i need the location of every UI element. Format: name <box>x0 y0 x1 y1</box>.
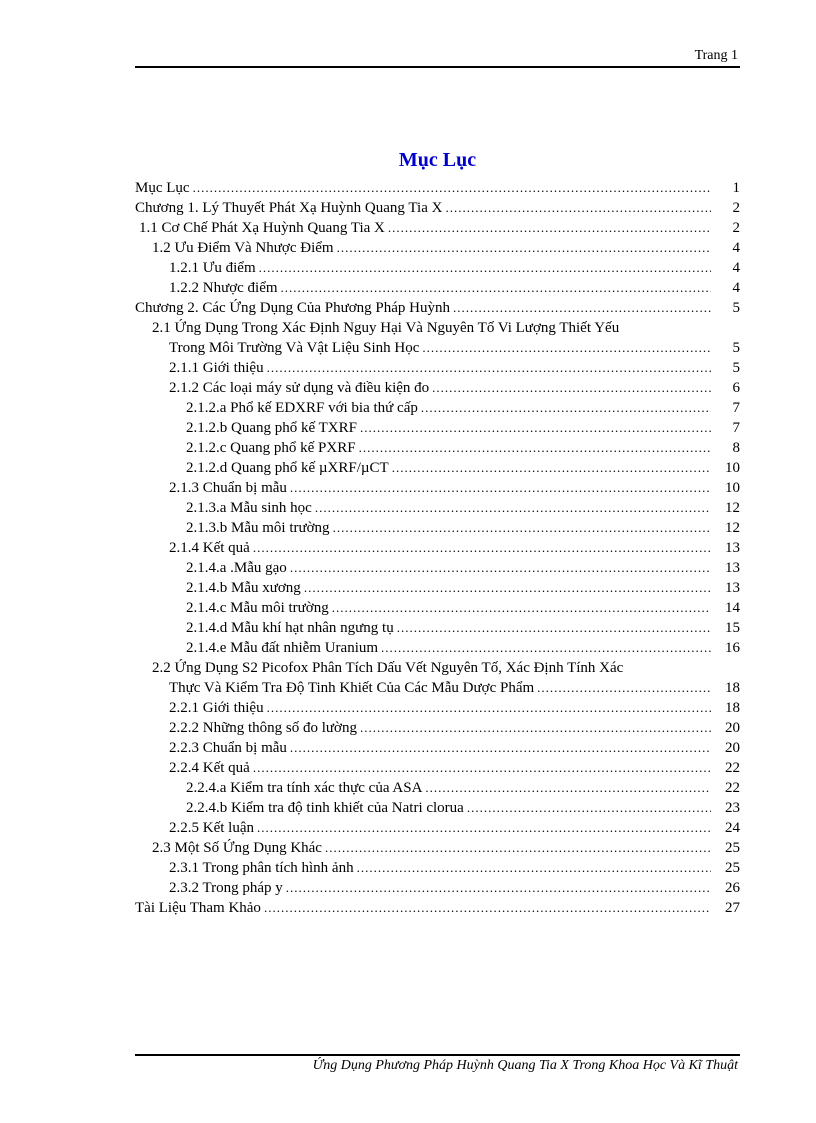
toc-entry-page: 13 <box>725 580 740 596</box>
toc-entry-page: 2 <box>732 220 740 236</box>
leader-dots <box>325 838 711 858</box>
toc-entry-label: 2.1 Ứng Dụng Trong Xác Định Nguy Hại Và Nguyên Tố Vi Lượng Thiết Yếu <box>152 320 620 336</box>
toc-entry-page: 4 <box>732 260 740 276</box>
leader-dots <box>360 418 711 438</box>
toc-entry[interactable] <box>135 698 740 718</box>
toc-entry-label: 2.1.1 Giới thiệu <box>169 360 264 376</box>
toc-entry-page: 18 <box>725 680 740 696</box>
leader-dots <box>193 178 711 198</box>
leader-dots <box>421 398 711 418</box>
toc-entry-label: 1.1 Cơ Chế Phát Xạ Huỳnh Quang Tia X <box>139 220 385 236</box>
leader-dots <box>432 378 711 398</box>
toc-entry[interactable] <box>135 558 740 578</box>
toc-entry[interactable] <box>135 518 740 538</box>
toc-entry[interactable] <box>135 438 740 458</box>
toc-entry-page: 16 <box>725 640 740 656</box>
leader-dots <box>360 718 711 738</box>
toc-entry-label: 2.1.4.a .Mẫu gạo <box>186 560 287 576</box>
toc-entry[interactable] <box>135 638 740 658</box>
toc-entry[interactable] <box>135 258 740 278</box>
toc-entry[interactable] <box>135 458 740 478</box>
leader-dots <box>264 898 711 918</box>
leader-dots <box>253 758 711 778</box>
table-of-contents <box>135 178 740 918</box>
toc-entry-label: 2.1.2.a Phổ kế EDXRF với bia thứ cấp <box>186 400 418 416</box>
leader-dots <box>290 558 711 578</box>
leader-dots <box>286 878 711 898</box>
toc-entry-label: 1.2 Ưu Điểm Và Nhược Điểm <box>152 240 334 256</box>
toc-entry[interactable] <box>135 618 740 638</box>
leader-dots <box>253 538 711 558</box>
leader-dots <box>290 478 711 498</box>
toc-entry-label: 2.1.2.d Quang phổ kế µXRF/µCT <box>186 460 389 476</box>
leader-dots <box>333 518 711 538</box>
toc-entry-label: Tài Liệu Tham Khảo <box>135 900 261 916</box>
toc-entry-page: 24 <box>725 820 740 836</box>
toc-entry[interactable] <box>135 578 740 598</box>
toc-entry-label: 2.2.2 Những thông số đo lường <box>169 720 357 736</box>
toc-entry-page: 13 <box>725 540 740 556</box>
toc-entry-page: 20 <box>725 720 740 736</box>
toc-entry-label: 2.2 Ứng Dụng S2 Picofox Phân Tích Dấu Vết Nguyên Tố, Xác Định Tính Xác <box>152 660 624 676</box>
leader-dots <box>397 618 711 638</box>
toc-entry-page: 23 <box>725 800 740 816</box>
toc-entry-page: 1 <box>732 180 740 196</box>
toc-entry[interactable] <box>135 878 740 898</box>
toc-entry-page: 22 <box>725 780 740 796</box>
toc-entry-label: Chương 1. Lý Thuyết Phát Xạ Huỳnh Quang Tia X <box>135 200 443 216</box>
toc-entry-label: 2.1.4.d Mẫu khí hạt nhân ngưng tụ <box>186 620 394 636</box>
toc-entry[interactable] <box>135 398 740 418</box>
toc-entry-page: 5 <box>732 340 740 356</box>
toc-entry-label: 2.1.4 Kết quả <box>169 540 250 556</box>
toc-entry-label: 2.1.3.b Mẫu môi trường <box>186 520 330 536</box>
toc-entry[interactable] <box>135 718 740 738</box>
toc-entry[interactable] <box>135 478 740 498</box>
leader-dots <box>453 298 711 318</box>
toc-entry-label: 2.2.1 Giới thiệu <box>169 700 264 716</box>
toc-entry-label: 1.2.1 Ưu điểm <box>169 260 256 276</box>
toc-entry[interactable] <box>135 178 740 198</box>
toc-entry[interactable] <box>135 658 740 698</box>
toc-entry[interactable] <box>135 538 740 558</box>
toc-entry[interactable] <box>135 498 740 518</box>
toc-entry-label: 2.1.4.c Mẫu môi trường <box>186 600 329 616</box>
page-number-header: Trang 1 <box>694 48 738 63</box>
leader-dots <box>332 598 711 618</box>
toc-entry-page: 2 <box>732 200 740 216</box>
toc-entry-label: Mục Lục <box>135 180 190 196</box>
footer-rule <box>135 1054 740 1056</box>
toc-entry-label: 2.1.4.e Mẫu đất nhiễm Uranium <box>186 640 379 656</box>
leader-dots <box>537 678 711 698</box>
toc-entry[interactable] <box>135 198 740 218</box>
toc-entry-page: 7 <box>732 400 740 416</box>
toc-entry[interactable] <box>135 278 740 298</box>
toc-entry-label: 2.3.1 Trong phân tích hình ảnh <box>169 860 354 876</box>
toc-entry-label: 1.2.2 Nhược điểm <box>169 280 278 296</box>
leader-dots <box>267 358 711 378</box>
leader-dots <box>315 498 711 518</box>
toc-entry-page: 13 <box>725 560 740 576</box>
toc-entry[interactable] <box>135 378 740 398</box>
leader-dots <box>257 818 711 838</box>
toc-entry[interactable] <box>135 898 740 918</box>
toc-entry-label-continued: Trong Môi Trường Và Vật Liệu Sinh Học <box>169 340 420 356</box>
toc-entry[interactable] <box>135 298 740 318</box>
leader-dots <box>388 218 711 238</box>
toc-entry[interactable] <box>135 838 740 858</box>
toc-entry[interactable] <box>135 738 740 758</box>
toc-entry-page: 22 <box>725 760 740 776</box>
leader-dots <box>425 778 711 798</box>
page-title: Mục Lục <box>398 149 477 171</box>
toc-entry-label: 2.3 Một Số Ứng Dụng Khác <box>152 840 322 856</box>
toc-entry[interactable] <box>135 218 740 238</box>
toc-entry-label: 2.2.4.b Kiểm tra độ tinh khiết của Natri clorua <box>186 800 464 816</box>
toc-entry-page: 25 <box>725 840 740 856</box>
toc-entry[interactable] <box>135 758 740 778</box>
toc-entry-label: 2.2.4.a Kiểm tra tính xác thực của ASA <box>186 780 423 796</box>
leader-dots <box>467 798 711 818</box>
toc-entry-page: 5 <box>732 300 740 316</box>
header-rule <box>135 66 740 68</box>
leader-dots <box>267 698 711 718</box>
toc-entry-label: 2.3.2 Trong pháp y <box>169 880 283 896</box>
toc-entry-label: 2.2.3 Chuẩn bị mẫu <box>169 740 287 756</box>
toc-entry-label: 2.1.2 Các loại máy sử dụng và điều kiện đo <box>169 380 430 396</box>
toc-entry[interactable] <box>135 858 740 878</box>
toc-entry[interactable] <box>135 798 740 818</box>
toc-entry-page: 12 <box>725 520 740 536</box>
toc-entry-page: 25 <box>725 860 740 876</box>
toc-entry-page: 10 <box>725 460 740 476</box>
toc-entry-page: 18 <box>725 700 740 716</box>
toc-entry-page: 12 <box>725 500 740 516</box>
leader-dots <box>304 578 711 598</box>
toc-entry[interactable] <box>135 318 740 358</box>
toc-entry-label: Chương 2. Các Ứng Dụng Của Phương Pháp Huỳnh <box>135 300 451 316</box>
leader-dots <box>445 198 711 218</box>
toc-entry-label: 2.1.3 Chuẩn bị mẫu <box>169 480 287 496</box>
leader-dots <box>359 438 711 458</box>
toc-entry-page: 27 <box>725 900 740 916</box>
leader-dots <box>357 858 711 878</box>
footer-title: Ứng Dụng Phương Pháp Huỳnh Quang Tia X Trong Khoa Học Và Kĩ Thuật <box>312 1058 738 1073</box>
toc-entry[interactable] <box>135 238 740 258</box>
toc-entry-label: 2.1.3.a Mẫu sinh học <box>186 500 312 516</box>
toc-entry-page: 4 <box>732 280 740 296</box>
toc-entry[interactable] <box>135 598 740 618</box>
toc-entry[interactable] <box>135 358 740 378</box>
toc-entry[interactable] <box>135 778 740 798</box>
toc-entry-page: 14 <box>725 600 740 616</box>
toc-entry[interactable] <box>135 818 740 838</box>
toc-entry[interactable] <box>135 418 740 438</box>
leader-dots <box>422 338 711 358</box>
toc-entry-label-continued: Thực Và Kiểm Tra Độ Tinh Khiết Của Các Mẫu Dược Phẩm <box>169 680 535 696</box>
toc-entry-page: 6 <box>732 380 740 396</box>
leader-dots <box>392 458 711 478</box>
toc-entry-page: 15 <box>725 620 740 636</box>
toc-entry-page: 10 <box>725 480 740 496</box>
toc-entry-label: 2.1.4.b Mẫu xương <box>186 580 301 596</box>
toc-entry-label: 2.1.2.b Quang phổ kế TXRF <box>186 420 357 436</box>
leader-dots <box>290 738 711 758</box>
toc-entry-page: 8 <box>732 440 740 456</box>
toc-entry-label: 2.2.5 Kết luận <box>169 820 254 836</box>
toc-entry-label: 2.2.4 Kết quả <box>169 760 250 776</box>
toc-entry-page: 4 <box>732 240 740 256</box>
leader-dots <box>337 238 711 258</box>
leader-dots <box>259 258 711 278</box>
toc-entry-page: 26 <box>725 880 740 896</box>
leader-dots <box>381 638 711 658</box>
toc-entry-page: 20 <box>725 740 740 756</box>
toc-entry-page: 7 <box>732 420 740 436</box>
leader-dots <box>281 278 711 298</box>
toc-entry-label: 2.1.2.c Quang phổ kế PXRF <box>186 440 356 456</box>
toc-entry-page: 5 <box>732 360 740 376</box>
